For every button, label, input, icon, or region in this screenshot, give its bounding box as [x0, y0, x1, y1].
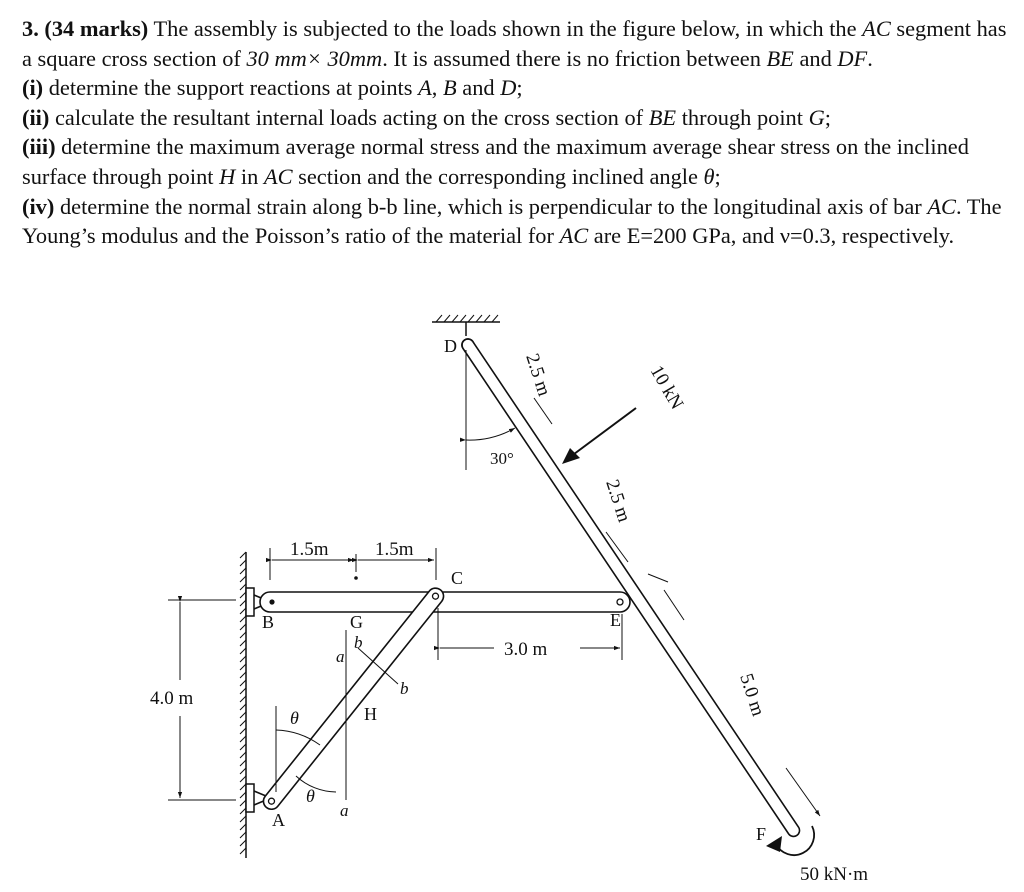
dim-ce: 3.0 m: [504, 639, 548, 660]
part-i-var-a: A: [418, 75, 432, 101]
label-c: C: [451, 568, 464, 588]
part-iv-var-ac-1: AC: [927, 193, 956, 219]
part-iii-text-4: ;: [714, 163, 721, 189]
part-iii-var-h: H: [219, 163, 236, 189]
pin-c: [433, 593, 439, 599]
label-theta-bottom: θ: [306, 786, 315, 806]
part-iv-text-1: determine the normal strain along b-b line, which is perpendicular to the longitudinal axis of bar: [54, 193, 928, 219]
part-iii-label: (iii): [22, 134, 56, 160]
part-iv-text-2: . The Young’s modulus and the Poisson’s ratio of the material for: [22, 193, 1002, 249]
bracket-a: [246, 784, 266, 812]
part-iii-text-1: determine the maximum average normal stress and the maximum average shear stress on the inclined surface through point: [22, 134, 969, 189]
label-a-top: a: [336, 647, 345, 666]
dim-df-bottom: 5.0 m: [735, 671, 769, 719]
dim-bg: 1.5m: [290, 539, 329, 560]
part-iv-var-ac-2: AC: [559, 223, 589, 249]
bar-be: [260, 592, 630, 612]
ceiling-support: [432, 315, 500, 351]
part-i-var-d: D: [500, 75, 517, 101]
problem-marks: (34 marks): [44, 16, 149, 41]
intro-cross-section: 30 mm× 30mm: [246, 45, 383, 71]
part-iii-text-2: in: [235, 163, 264, 189]
intro-text-b: segment has a square cross section of: [22, 16, 1007, 71]
intro-seg-df: DF: [837, 45, 868, 71]
moment-label: 50 kN·m: [800, 864, 869, 885]
part-ii-label: (ii): [22, 104, 50, 130]
point-g-dot: [354, 576, 358, 580]
intro-seg-ac: AC: [862, 16, 891, 41]
pin-a: [269, 798, 275, 804]
wall: [240, 552, 246, 858]
part-i-text-1: determine the support reactions at points: [43, 75, 419, 101]
bar-df: [462, 339, 800, 836]
label-b: B: [262, 612, 275, 632]
label-e: E: [610, 610, 621, 630]
part-i-text-4: ;: [516, 75, 523, 101]
force-label: 10 kN: [645, 362, 688, 414]
part-ii-text-3: ;: [824, 104, 831, 130]
intro-text-e: .: [867, 45, 873, 71]
angle-30-label: 30°: [490, 449, 514, 468]
part-ii-text-1: calculate the resultant internal loads acting on the cross section of: [49, 104, 649, 130]
label-h: H: [364, 704, 377, 724]
part-iii-text-3: section and the corresponding inclined angle: [292, 163, 704, 189]
part-iii-var-ac: AC: [263, 163, 293, 189]
part-iii-var-theta: θ: [703, 163, 715, 189]
intro-text-d: and: [793, 45, 838, 71]
part-iv-label: (iv): [22, 193, 55, 219]
part-i-text-3: and: [456, 75, 501, 101]
pin-b: [269, 599, 274, 604]
force-arrow-10kn: [562, 408, 636, 464]
dim-gc: 1.5m: [375, 539, 414, 560]
label-g: G: [350, 612, 363, 632]
part-ii-var-g: G: [808, 104, 825, 130]
label-b-right: b: [400, 679, 409, 698]
dim-df-mid: 2.5 m: [601, 477, 635, 525]
part-ii-text-2: through point: [676, 104, 809, 130]
intro-text-a: The assembly is subjected to the loads shown in the figure below, in which the: [148, 16, 863, 41]
part-i-label: (i): [22, 75, 44, 101]
part-iv-text-3: are E=200 GPa, and ν=0.3, respectively.: [588, 223, 955, 249]
label-theta-top: θ: [290, 708, 299, 728]
label-f: F: [756, 824, 767, 844]
label-d: D: [444, 336, 457, 356]
intro-text-c: . It is assumed there is no friction between: [382, 45, 767, 71]
dim-df-top: 2.5 m: [521, 351, 555, 399]
part-i-var-b: B: [442, 75, 457, 101]
label-a-bottom: a: [340, 801, 349, 820]
part-i-text-2: ,: [431, 75, 443, 101]
pin-e: [617, 599, 623, 605]
label-b-top: b: [354, 633, 363, 652]
problem-number: 3.: [22, 16, 39, 41]
label-a: A: [272, 810, 285, 830]
intro-seg-be: BE: [766, 45, 794, 71]
dim-height: 4.0 m: [150, 688, 194, 709]
part-ii-var-be: BE: [648, 104, 677, 130]
